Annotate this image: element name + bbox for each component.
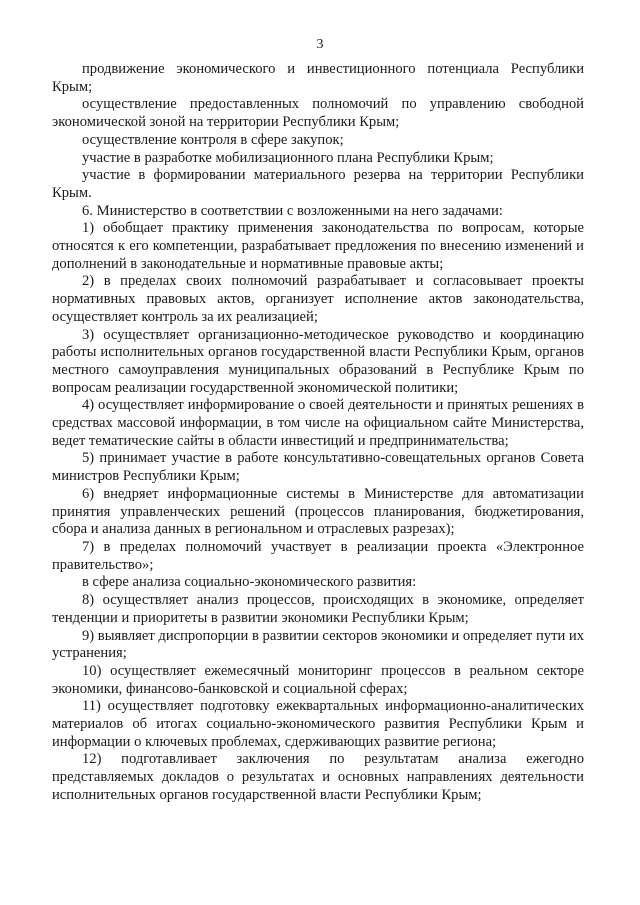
paragraph: продвижение экономического и инвестиционного потенциала Республики Крым; xyxy=(52,61,584,95)
list-item: 1) обобщает практику применения законодательства по вопросам, которые относятся к его компетенции, разрабатывает предложения по внесению изменений и дополнений в законодательные и нормативные правовые акты; xyxy=(52,220,584,272)
list-item: 11) осуществляет подготовку ежеквартальных информационно-аналитических материалов об итогах социально-экономического развития Республики Крым и информации о ключевых проблемах, сдерживающих развитие региона; xyxy=(52,698,584,750)
section-heading: 6. Министерство в соответствии с возложенными на него задачами: xyxy=(82,202,503,219)
list-item: 3) осуществляет организационно-методическое руководство и координацию работы исполнительных органов государственной власти Республики Крым, органов местного самоуправления муниципальных образований в Республике Крым по вопросам реализации государственной экономической политики; xyxy=(52,326,584,396)
paragraph: осуществление предоставленных полномочий по управлению свободной экономической зоной на территории Республики Крым; xyxy=(52,96,584,131)
document-body xyxy=(52,61,584,805)
subsection-heading: в сфере анализа социально-экономического развития: xyxy=(82,574,417,591)
list-item: 8) осуществляет анализ процессов, происходящих в экономике, определяет тенденции и приоритеты в развитии экономики Республики Крым; xyxy=(52,592,584,626)
list-item: 6) внедряет информационные системы в Министерстве для автоматизации принятия управленческих решений (процессов планирования, бюджетирования, сбора и анализа данных в региональном и отраслевых разрезах); xyxy=(52,485,584,538)
list-item: 9) выявляет диспропорции в развитии секторов экономики и определяет пути их устранения; xyxy=(52,627,585,662)
paragraph: осуществление контроля в сфере закупок; xyxy=(82,131,344,148)
page-number: 3 xyxy=(316,37,324,52)
list-item: 7) в пределах полномочий участвует в реализации проекта «Электронное правительство»; xyxy=(52,538,584,573)
paragraph: участие в разработке мобилизационного плана Республики Крым; xyxy=(82,149,494,166)
list-item: 5) принимает участие в работе консультативно-совещательных органов Совета министров Республики Крым; xyxy=(52,450,584,485)
list-item: 12) подготавливает заключения по результатам анализа ежегодно представляемых докладов о результатах и основных направлениях деятельности исполнительных органов государственной власти Республики Крым; xyxy=(52,751,584,803)
list-item: 10) осуществляет ежемесячный мониторинг процессов в реальном секторе экономики, финансово-банковской и социальной сферах; xyxy=(52,662,584,697)
list-item: 2) в пределах своих полномочий разрабатывает и согласовывает проекты нормативных правовых актов, организует исполнение актов законодательства, осуществляет контроль за их реализацией; xyxy=(52,273,584,325)
list-item: 4) осуществляет информирование о своей деятельности и принятых решениях в средствах массовой информации, в том числе на официальном сайте Министерства, ведет тематические сайты в области инвестиций и предпринимательства; xyxy=(52,397,584,449)
paragraph: участие в формировании материального резерва на территории Республики Крым. xyxy=(52,167,584,201)
